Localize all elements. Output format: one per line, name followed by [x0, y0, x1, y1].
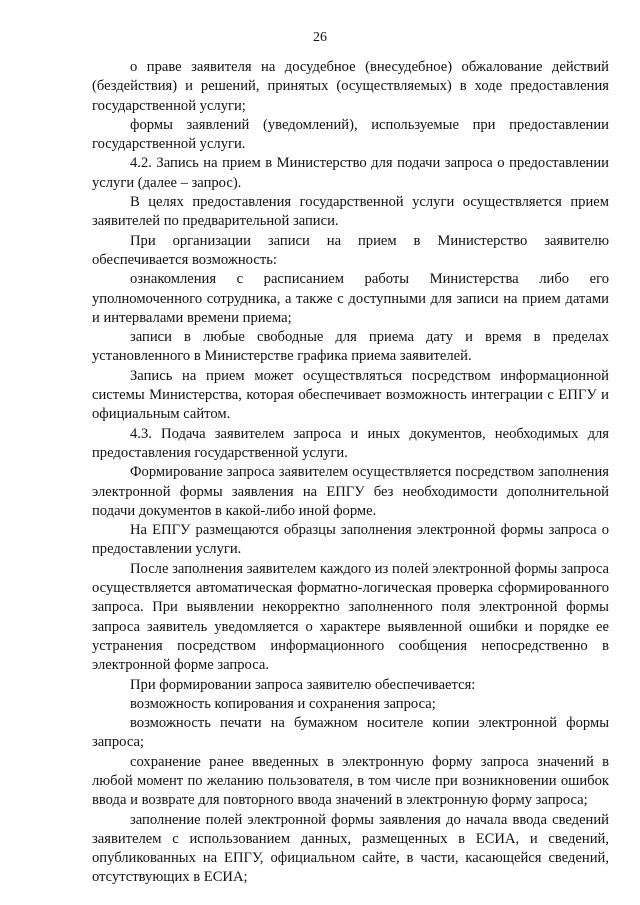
list-item-save-values: сохранение ранее введенных в электронную форму запроса значений в любой момент по желанию пользователя, в том числе при возникновении ошибок ввода и возврате для повторного ввода значений в электронную форму запроса; [92, 753, 609, 809]
section-heading-4-2: 4.2. Запись на прием в Министерство для подачи запроса о предоставлении услуги (далее – запрос). [92, 155, 609, 191]
paragraph-form-samples: На ЕПГУ размещаются образцы заполнения электронной формы запроса о предоставлении услуги. [92, 522, 609, 558]
paragraph-information-system: Запись на прием может осуществляться посредством информационной системы Министерства, которая обеспечивает возможность интеграции с ЕПГУ и официальным сайтом. [92, 367, 609, 423]
list-item-copy-save: возможность копирования и сохранения запроса; [130, 695, 436, 712]
list-item-print: возможность печати на бумажном носителе копии электронной формы запроса; [92, 715, 609, 751]
paragraph-application-forms: формы заявлений (уведомлений), используемые при предоставлении государственной услуги. [92, 116, 609, 153]
list-item-free-slots: записи в любые свободные для приема дату и время в пределах установленного в Министерстве графика приема заявителей. [92, 329, 609, 365]
page-number: 26 [313, 30, 327, 45]
document-body [92, 58, 609, 888]
list-item-schedule: ознакомления с расписанием работы Министерства либо его уполномоченного сотрудника, а также с доступными для записи на прием датами и интервалами времени приема; [92, 271, 609, 326]
list-item-prefill: заполнение полей электронной формы заявления до начала ввода сведений заявителем с использованием данных, размещенных в ЕСИА, и сведений, опубликованных на ЕПГУ, официальном сайте, в части, касающейся сведений, отсутствующих в ЕСИА; [92, 811, 609, 886]
section-heading-4-3: 4.3. Подача заявителем запроса и иных документов, необходимых для предоставления государственной услуги. [92, 425, 609, 461]
paragraph-format-check: После заполнения заявителем каждого из полей электронной формы запроса осуществляется автоматическая форматно-логическая проверка сформированного запроса. При выявлении некорректно заполненного поля электронной формы запроса заявитель уведомляется о характере выявленной ошибки и порядке ее устранения посредством информационного сообщения непосредственно в электронной форме запроса. [92, 560, 609, 674]
paragraph-booking-possibility: При организации записи на прием в Министерство заявителю обеспечивается возможность: [92, 232, 609, 268]
paragraph-request-forming: Формирование запроса заявителем осуществляется посредством заполнения электронной формы заявления на ЕПГУ без необходимости дополнительной подачи документов в какой-либо иной форме. [92, 464, 609, 519]
paragraph-provided-features: При формировании запроса заявителю обеспечивается: [130, 676, 476, 693]
paragraph-preliminary-booking: В целях предоставления государственной услуги осуществляется прием заявителей по предварительной записи. [92, 194, 609, 230]
paragraph-appeal-rights: о праве заявителя на досудебное (внесудебное) обжалование действий (бездействия) и решений, принятых (осуществляемых) в ходе предоставления государственной услуги; [92, 59, 609, 114]
